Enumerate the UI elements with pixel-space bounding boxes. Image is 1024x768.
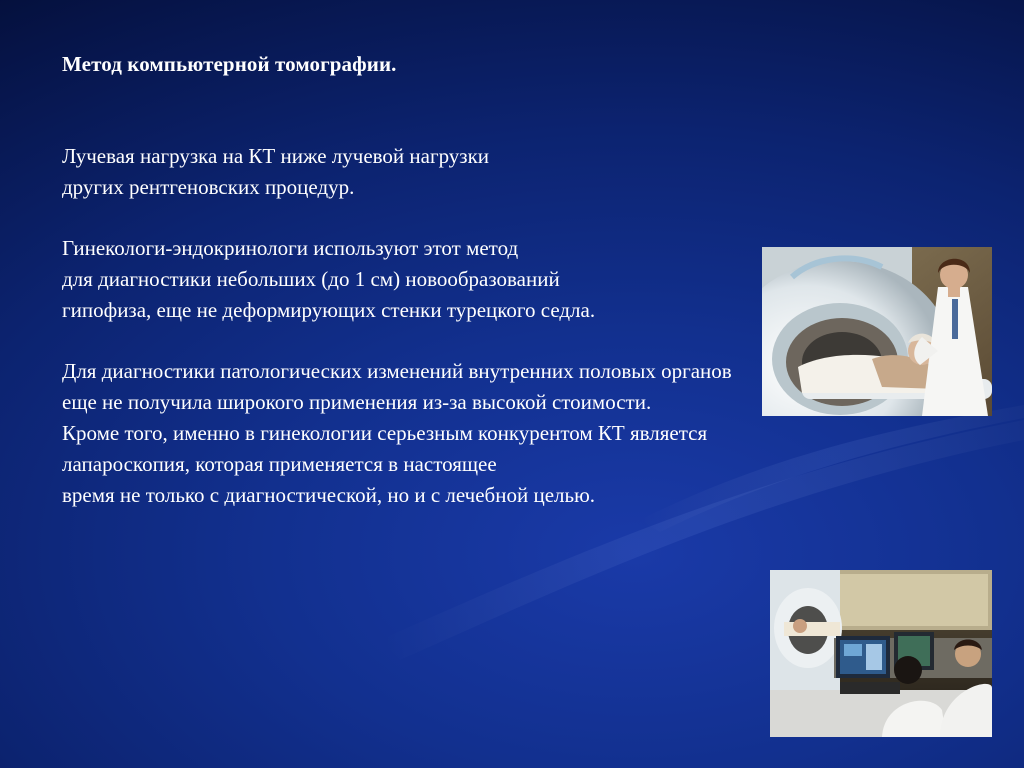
text-line: Лучевая нагрузка на КТ ниже лучевой нагрузки (62, 144, 490, 168)
text-line: Кроме того, именно в гинекологии серьезным конкурентом КТ является (62, 421, 708, 445)
paragraph-endocrinology (62, 233, 595, 326)
text-line: лапароскопия, которая применяется в настоящее (62, 452, 497, 476)
text-line: время не только с диагностической, но и с лечебной целью. (62, 483, 596, 507)
ct-control-room-photo (770, 570, 992, 737)
paragraph-diagnostics (62, 356, 732, 511)
text-line: гипофиза, еще не деформирующих стенки турецкого седла. (62, 298, 596, 322)
ct-scanner-patient-photo (762, 247, 992, 416)
text-line: Гинекологи-эндокринологи используют этот метод (62, 236, 519, 260)
text-line: Для диагностики патологических изменений внутренних половых органов (62, 359, 732, 383)
paragraph-radiation-dose (62, 141, 489, 203)
text-line: других рентгеновских процедур. (62, 175, 355, 199)
slide-title: Метод компьютерной томографии. (62, 52, 397, 76)
text-line: для диагностики небольших (до 1 см) новообразований (62, 267, 560, 291)
text-line: еще не получила широкого применения из-за высокой стоимости. (62, 390, 652, 414)
